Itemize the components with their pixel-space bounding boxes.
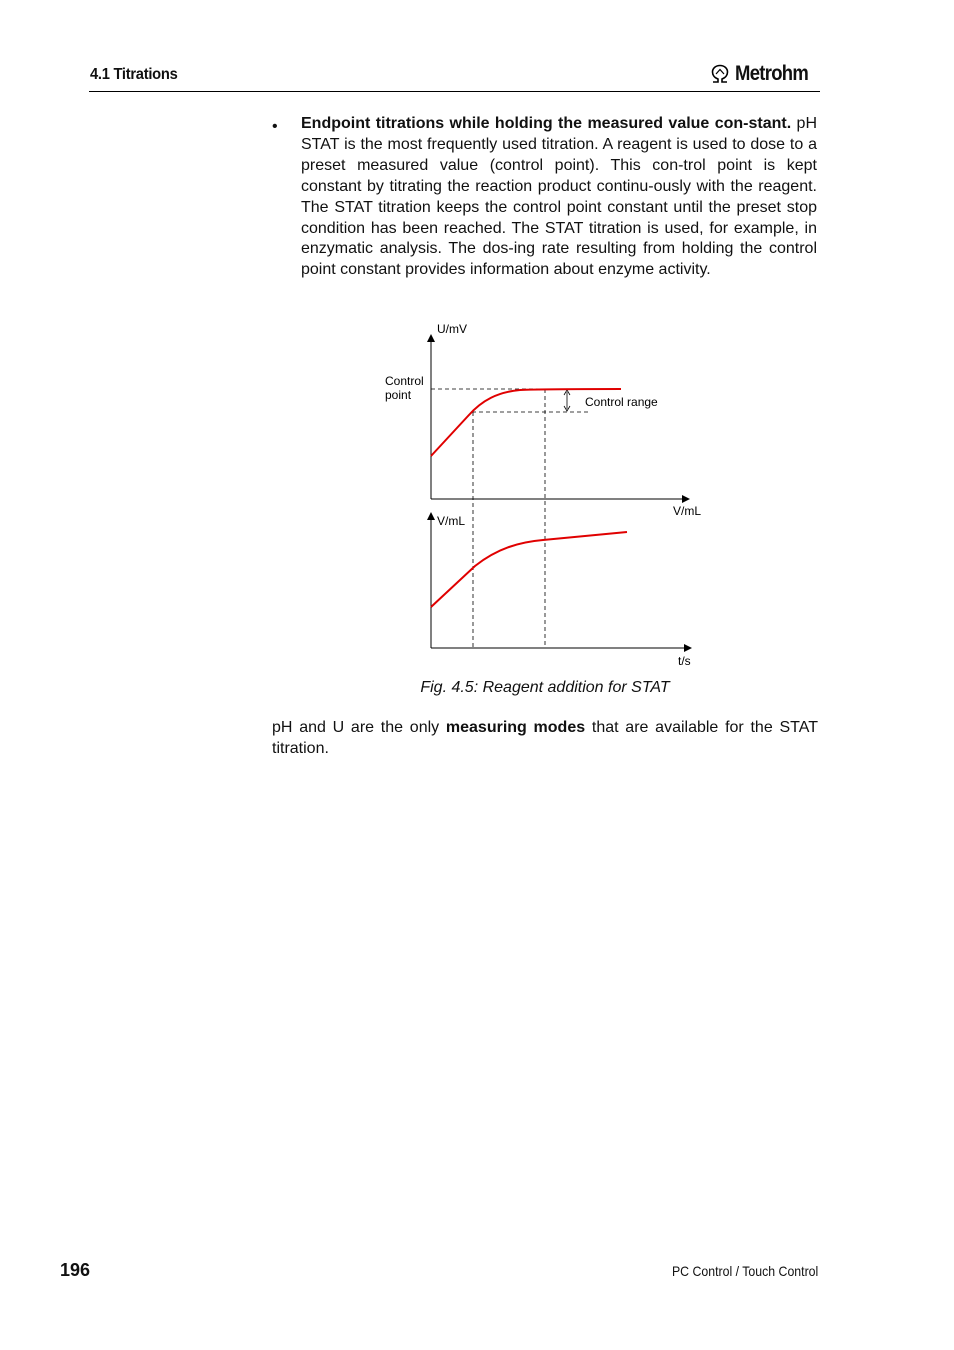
control-point-label-line2: point bbox=[385, 388, 412, 402]
top-x-axis-label: V/mL bbox=[673, 504, 702, 518]
bottom-y-axis-label: V/mL bbox=[437, 514, 466, 528]
running-header-section: 4.1 Titrations bbox=[90, 66, 178, 83]
para2-after: that are available for the STAT titration. bbox=[272, 719, 818, 757]
page-number: 196 bbox=[60, 1260, 91, 1280]
header-rule bbox=[89, 91, 820, 92]
bottom-curve bbox=[431, 532, 627, 607]
paragraph-stat-description bbox=[301, 114, 817, 281]
brand-name: Metrohm bbox=[734, 62, 809, 85]
stat-diagram bbox=[380, 318, 710, 670]
control-point-label-line1: Control bbox=[385, 374, 424, 388]
paragraph-lead-bold: Endpoint titrations while holding the measured value con-stant. bbox=[301, 115, 792, 132]
paragraph-measuring-modes bbox=[272, 718, 818, 760]
top-y-axis-label: U/mV bbox=[437, 322, 467, 336]
stat-figure bbox=[380, 318, 710, 670]
figure-caption: Fig. 4.5: Reagent addition for STAT bbox=[420, 679, 670, 696]
para2-before: pH and U are the only bbox=[272, 719, 446, 736]
control-range-label: Control range bbox=[585, 395, 658, 409]
brand-logo bbox=[709, 62, 818, 86]
footer-title: PC Control / Touch Control bbox=[671, 1263, 818, 1279]
metrohm-omega-logo-icon bbox=[709, 64, 731, 84]
bottom-x-axis-label: t/s bbox=[678, 654, 691, 668]
paragraph-body: pH STAT is the most frequently used titration. A reagent is used to dose to a preset measured value (control point). This con-trol point is kept constant by titrating the reaction product continu-ously with the reagent. The STAT titration keeps the control point constant until the preset stop condition has been reached. The STAT titration is used, for example, in enzymatic analysis. The dos-ing rate resulting from holding the control point constant provides information about enzyme activity. bbox=[301, 115, 817, 279]
para2-bold: measuring modes bbox=[445, 719, 586, 736]
bullet-marker: • bbox=[272, 118, 278, 135]
